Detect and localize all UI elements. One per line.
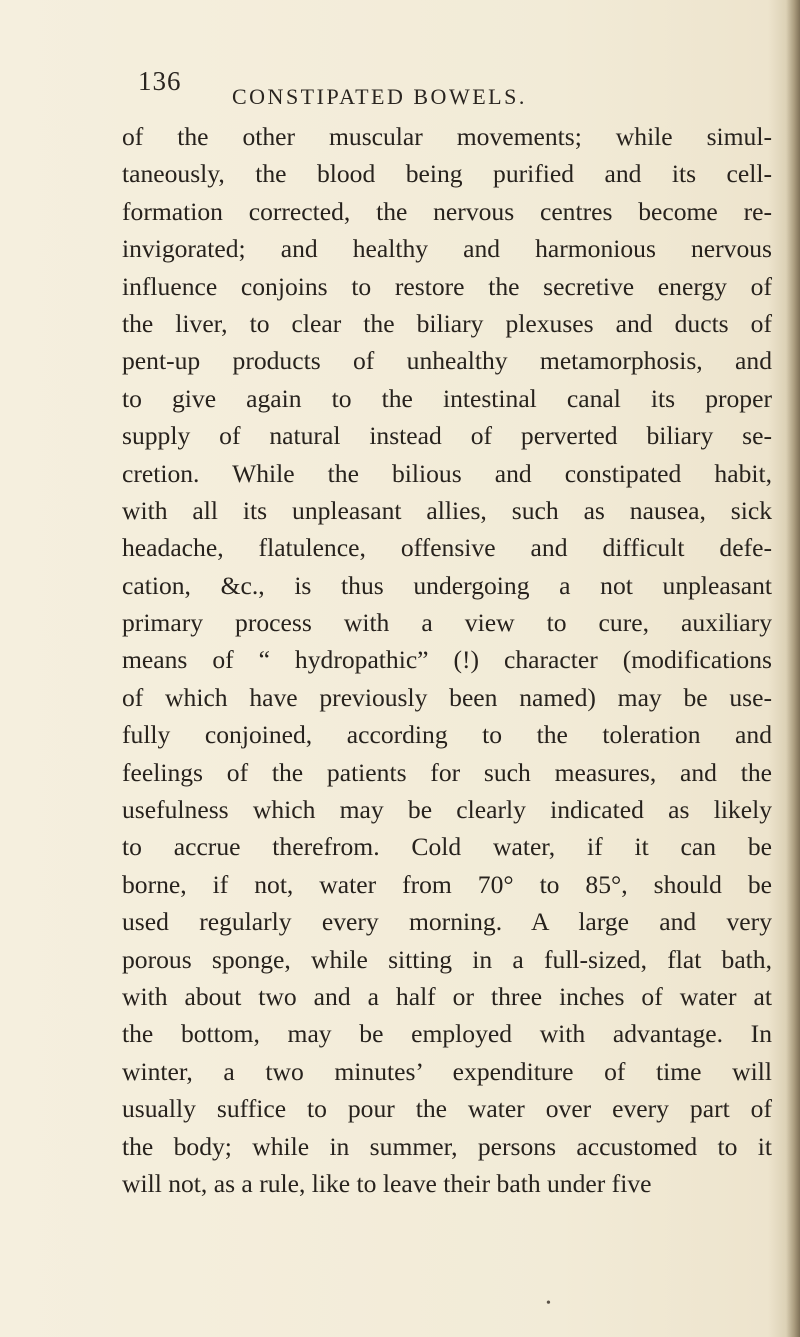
page-number: 136 bbox=[138, 66, 182, 96]
body-text bbox=[122, 118, 772, 1202]
text-line: usefulness which may be clearly indicated as likely bbox=[122, 795, 772, 825]
text-line: porous sponge, while sitting in a full-sized, flat bath, bbox=[122, 944, 772, 974]
footer-mark: • bbox=[546, 1296, 551, 1311]
text-line: taneously, the blood being purified and its cell- bbox=[122, 159, 772, 189]
text-line: means of “ hydropathic” (!) character (modifications bbox=[122, 645, 772, 675]
text-line: headache, flatulence, offensive and difficult defe- bbox=[122, 533, 772, 563]
text-line: cretion. While the bilious and constipated habit, bbox=[122, 458, 772, 488]
text-line: fully conjoined, according to the toleration and bbox=[122, 720, 772, 750]
text-line: cation, &c., is thus undergoing a not unpleasant bbox=[122, 570, 772, 600]
text-line: influence conjoins to restore the secretive energy of bbox=[122, 271, 772, 301]
text-line: borne, if not, water from 70° to 85°, should be bbox=[122, 869, 772, 899]
text-line: will not, as a rule, like to leave their bath under five bbox=[122, 1168, 652, 1198]
page-gutter-shadow bbox=[786, 0, 800, 1337]
text-line: pent-up products of unhealthy metamorphosis, and bbox=[122, 346, 772, 376]
text-line: of the other muscular movements; while simul- bbox=[122, 122, 772, 151]
text-line: of which have previously been named) may be use- bbox=[122, 682, 772, 712]
text-line: with about two and a half or three inches of water at bbox=[122, 981, 772, 1011]
text-line: winter, a two minutes’ expenditure of time will bbox=[122, 1056, 772, 1086]
text-line: primary process with a view to cure, auxiliary bbox=[122, 608, 772, 638]
text-line: to accrue therefrom. Cold water, if it can be bbox=[122, 832, 772, 862]
text-line: with all its unpleasant allies, such as nausea, sick bbox=[122, 495, 772, 525]
text-line: formation corrected, the nervous centres become re- bbox=[122, 196, 772, 226]
text-line: used regularly every morning. A large and very bbox=[122, 907, 772, 937]
text-line: invigorated; and healthy and harmonious nervous bbox=[122, 234, 772, 264]
running-head: CONSTIPATED BOWELS. bbox=[232, 84, 527, 109]
text-line: supply of natural instead of perverted biliary se- bbox=[122, 421, 772, 451]
text-line: the body; while in summer, persons accustomed to it bbox=[122, 1131, 772, 1161]
text-line: the bottom, may be employed with advantage. In bbox=[122, 1019, 772, 1049]
text-line: usually suffice to pour the water over every part of bbox=[122, 1094, 772, 1124]
text-line: to give again to the intestinal canal its proper bbox=[122, 383, 772, 413]
text-line: the liver, to clear the biliary plexuses and ducts of bbox=[122, 308, 772, 338]
text-line: feelings of the patients for such measures, and the bbox=[122, 757, 772, 787]
